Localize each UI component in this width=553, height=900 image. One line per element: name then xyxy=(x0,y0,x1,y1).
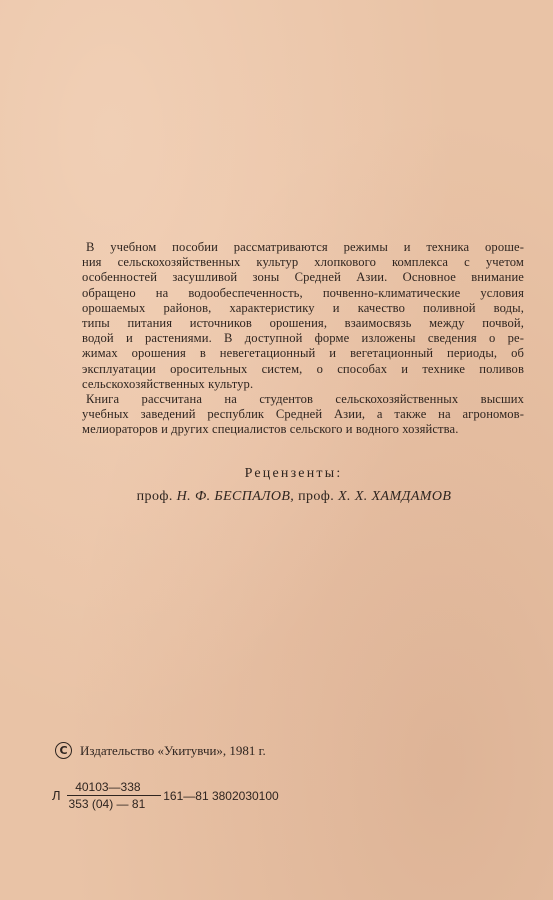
index-tail-text: 161—81 3802030100 xyxy=(163,788,279,803)
text-line: орошаемых районов, характеристику и качество поливной воды, xyxy=(82,300,524,315)
reviewers-names xyxy=(0,489,553,505)
publisher-text: Издательство «Укитувчи», 1981 г. xyxy=(80,742,266,758)
copyright-line xyxy=(55,742,266,759)
index-fraction xyxy=(67,780,150,811)
reviewers-heading: Рецензенты: xyxy=(244,466,343,481)
text-line: водой и растениями. В доступной форме изложены сведения о ре- xyxy=(82,331,524,346)
text-line: мелиораторов и других специалистов сельского и водного хозяйства. xyxy=(82,422,459,437)
index-rule xyxy=(149,795,161,796)
annotation-paragraph-1 xyxy=(82,240,524,392)
text-line: ния сельскохозяйственных культур хлопкового комплекса с учетом xyxy=(82,255,524,270)
reviewer-name: Н. Ф. БЕСПАЛОВ, xyxy=(176,489,295,504)
reviewers-block xyxy=(0,466,553,505)
copyright-icon: С xyxy=(55,742,72,759)
index-denominator: 353 (04) — 81 xyxy=(68,797,146,811)
text-line: типы питания источников орошения, взаимосвязь между почвой, xyxy=(82,316,524,331)
index-tail xyxy=(149,789,278,803)
text-line: эксплуатации оросительных систем, о способах и технике поливов xyxy=(82,361,524,376)
annotation-paragraph-2 xyxy=(82,392,524,438)
reviewer-name: Х. Х. ХАМДАМОВ xyxy=(338,489,452,504)
index-numerator: 40103—338 xyxy=(67,780,150,796)
reviewer-title: проф. xyxy=(136,489,173,504)
index-letter: Л xyxy=(52,788,61,803)
text-line: жимах орошения в невегетационный и вегетационный периоды, об xyxy=(82,346,524,361)
annotation-text xyxy=(82,240,524,438)
text-line: сельскохозяйственных культур. xyxy=(82,376,254,391)
text-line: Книга рассчитана на студентов сельскохозяйственных высших xyxy=(86,392,524,407)
text-line: обращено на водообеспеченность, почвенно-климатические условия xyxy=(82,285,524,300)
catalog-index xyxy=(52,780,279,811)
reviewer-title: проф. xyxy=(298,489,335,504)
text-line: учебных заведений республик Средней Азии, а также на агрономов- xyxy=(82,407,524,422)
text-line: В учебном пособии рассматриваются режимы и техника ороше- xyxy=(86,240,524,254)
text-line: особенностей засушливой зоны Средней Азии. Основное внимание xyxy=(82,270,524,285)
